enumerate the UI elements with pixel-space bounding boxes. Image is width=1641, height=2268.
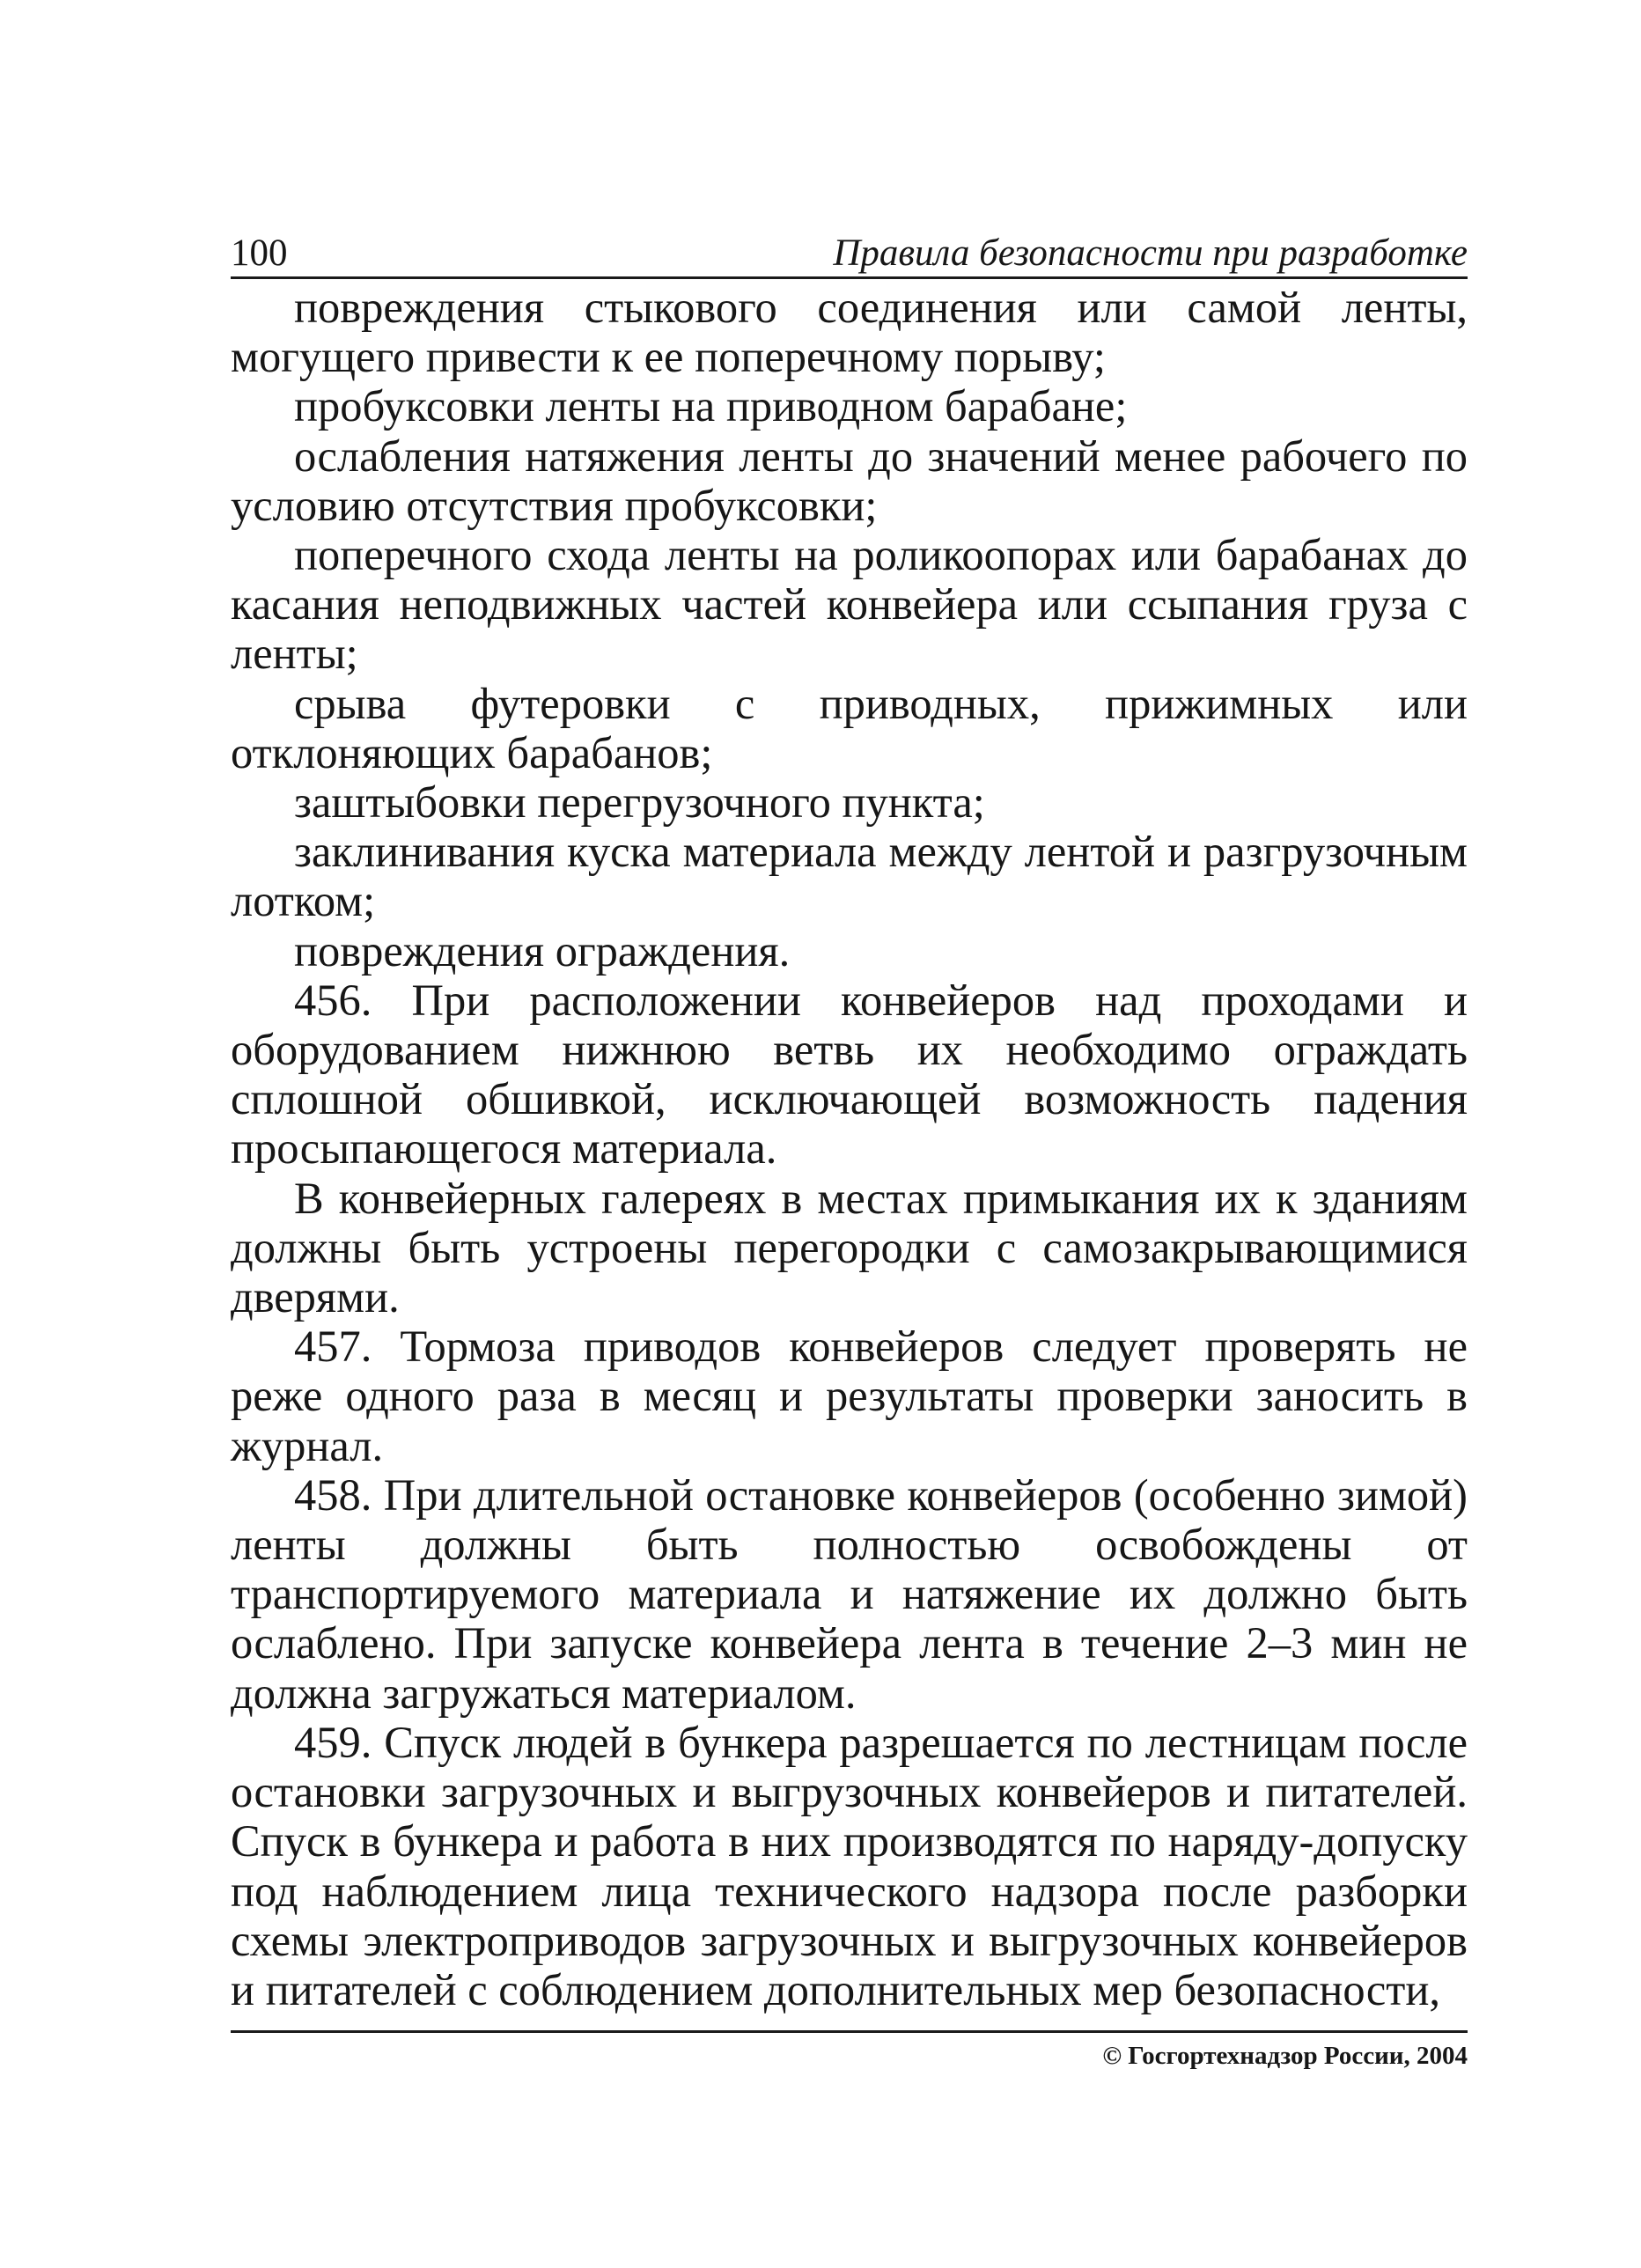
document-page bbox=[231, 231, 1468, 2073]
running-title: Правила безопасности при разработке bbox=[833, 232, 1468, 274]
paragraph-456: 456. При расположении конвейеров над проходами и оборудованием нижнюю ветвь их необходимо ограждать сплошной обшивкой, исключающей возможность падения просыпающегося материала. bbox=[231, 975, 1468, 1174]
paragraph-459: 459. Спуск людей в бункера разрешается по лестницам после остановки загрузочных и выгрузочных конвейеров и питателей. Спуск в бункера и работа в них производятся по наряду-допуску под наблюдением лица технического надзора после разборки схемы электроприводов загрузочных и выгрузочных конвейеров и питателей с соблюдением дополнительных мер безопасности, bbox=[231, 1717, 1468, 2014]
copyright-notice: © Госгортехнадзор России, 2004 bbox=[1102, 2042, 1468, 2071]
paragraph: повреждения стыкового соединения или самой ленты, могущего привести к ее поперечному порыву; bbox=[231, 283, 1468, 382]
paragraph: срыва футеровки с приводных, прижимных или отклоняющих барабанов; bbox=[231, 678, 1468, 777]
paragraph: В конвейерных галереях в местах примыкания их к зданиям должны быть устроены перегородки с самозакрывающимися дверями. bbox=[231, 1173, 1468, 1322]
paragraph: ослабления натяжения ленты до значений менее рабочего по условию отсутствия пробуксовки; bbox=[231, 431, 1468, 530]
paragraph-457: 457. Тормоза приводов конвейеров следует проверять не реже одного раза в месяц и результаты проверки заносить в журнал. bbox=[231, 1322, 1468, 1470]
page-header bbox=[231, 231, 1468, 279]
paragraph: повреждения ограждения. bbox=[294, 925, 791, 976]
page-number: 100 bbox=[231, 232, 288, 274]
paragraph-458: 458. При длительной остановке конвейеров (особенно зимой) ленты должны быть полностью освобождены от транспортируемого материала и натяжение их должно быть ослаблено. При запуске конвейера лента в течение 2–3 мин не должна загружаться материалом. bbox=[231, 1469, 1468, 1718]
paragraph: пробуксовки ленты на приводном барабане; bbox=[294, 381, 1128, 431]
body-text bbox=[231, 283, 1468, 2014]
paragraph: поперечного схода ленты на роликоопорах или барабанах до касания неподвижных частей конвейера или ссыпания груза с ленты; bbox=[231, 530, 1468, 679]
paragraph: заклинивания куска материала между лентой и разгрузочным лотком; bbox=[231, 827, 1468, 926]
paragraph: заштыбовки перегрузочного пункта; bbox=[294, 777, 985, 828]
footer-rule bbox=[231, 2030, 1468, 2033]
